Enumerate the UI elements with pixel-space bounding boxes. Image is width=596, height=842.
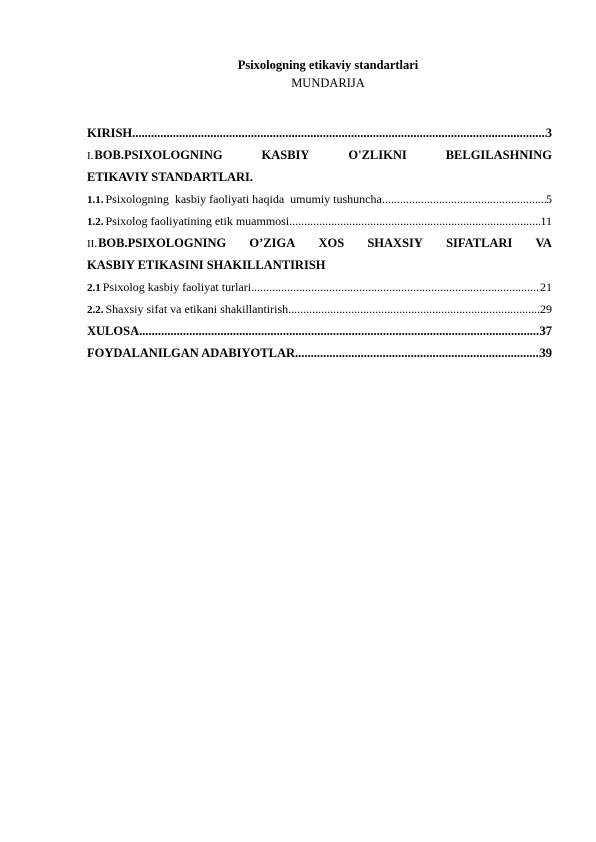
toc-entry-kirish[interactable] [87, 122, 552, 144]
toc-entry-text: Shaxsiy sifat va etikani shakillantirish [105, 302, 289, 316]
toc-page-number: 21 [540, 280, 552, 294]
toc-entry-text: Psixolog faoliyatining etik muammosi [105, 214, 290, 228]
toc-entry-adabiyotlar[interactable] [87, 342, 552, 364]
section-number: 1.2. [87, 216, 104, 228]
toc-entry-text: KIRISH [87, 126, 133, 140]
toc-chapter-heading-word: KASBIY [261, 148, 310, 162]
section-number: 2.2. [87, 304, 104, 316]
toc-entry-2-2[interactable] [87, 298, 552, 320]
toc-entry-text: FOYDALANILGAN ADABIYOTLAR [87, 346, 296, 360]
section-number: 1.1. [87, 194, 104, 206]
toc-chapter-heading-word: I.BOB.PSIXOLOGNING [87, 144, 223, 166]
toc-page-number: 11 [540, 214, 552, 228]
toc-entry-bob1[interactable] [87, 144, 552, 166]
dot-leader [139, 320, 539, 342]
toc-chapter-heading-word: SHAXSIY [367, 236, 423, 250]
table-of-contents [87, 122, 552, 364]
toc-chapter-heading-word: O’ZIGA [249, 236, 296, 250]
toc-chapter-heading-word: SIFATLARI [446, 236, 513, 250]
dot-leader [288, 298, 540, 320]
toc-entry-text: Psixologning kasbiy faoliyati haqida umumiy tushuncha [105, 192, 382, 206]
toc-heading: MUNDARIJA [291, 76, 365, 90]
toc-page-number: 37 [539, 324, 552, 338]
toc-page-number: 39 [539, 346, 552, 360]
toc-entry-text: XULOSA [87, 324, 140, 338]
toc-chapter-heading-word: O'ZLIKNI [348, 148, 407, 162]
toc-chapter-heading-continued: KASBIY ETIKASINI SHAKILLANTIRISH [87, 258, 326, 272]
chapter-number: II. [87, 238, 98, 250]
toc-page-number: 5 [546, 192, 552, 206]
toc-chapter-heading-continued: ETIKAVIY STANDARTLARI. [87, 170, 254, 184]
dot-leader [382, 188, 546, 210]
toc-entry-1-2[interactable] [87, 210, 552, 232]
dot-leader [251, 276, 540, 298]
toc-chapter-heading-word: BELGILASHNING [445, 148, 552, 162]
toc-page-number: 3 [545, 126, 552, 140]
toc-page-number: 29 [540, 302, 552, 316]
chapter-number: I. [87, 150, 94, 162]
dot-leader [295, 342, 539, 364]
toc-chapter-heading-word: XOS [318, 236, 345, 250]
toc-entry-xulosa[interactable] [87, 320, 552, 342]
toc-entry-1-1[interactable] [87, 188, 552, 210]
document-title: Psixologning etikaviy standartlari [237, 58, 419, 72]
toc-chapter-heading-word: VA [535, 236, 552, 250]
dot-leader [289, 210, 540, 232]
toc-entry-text: Psixolog kasbiy faoliyat turlari [102, 280, 252, 294]
dot-leader [132, 122, 546, 144]
toc-entry-bob2[interactable] [87, 232, 552, 254]
section-number: 2.1 [87, 282, 101, 294]
toc-chapter-heading-word: II.BOB.PSIXOLOGNING [87, 232, 226, 254]
toc-entry-2-1[interactable] [87, 276, 552, 298]
